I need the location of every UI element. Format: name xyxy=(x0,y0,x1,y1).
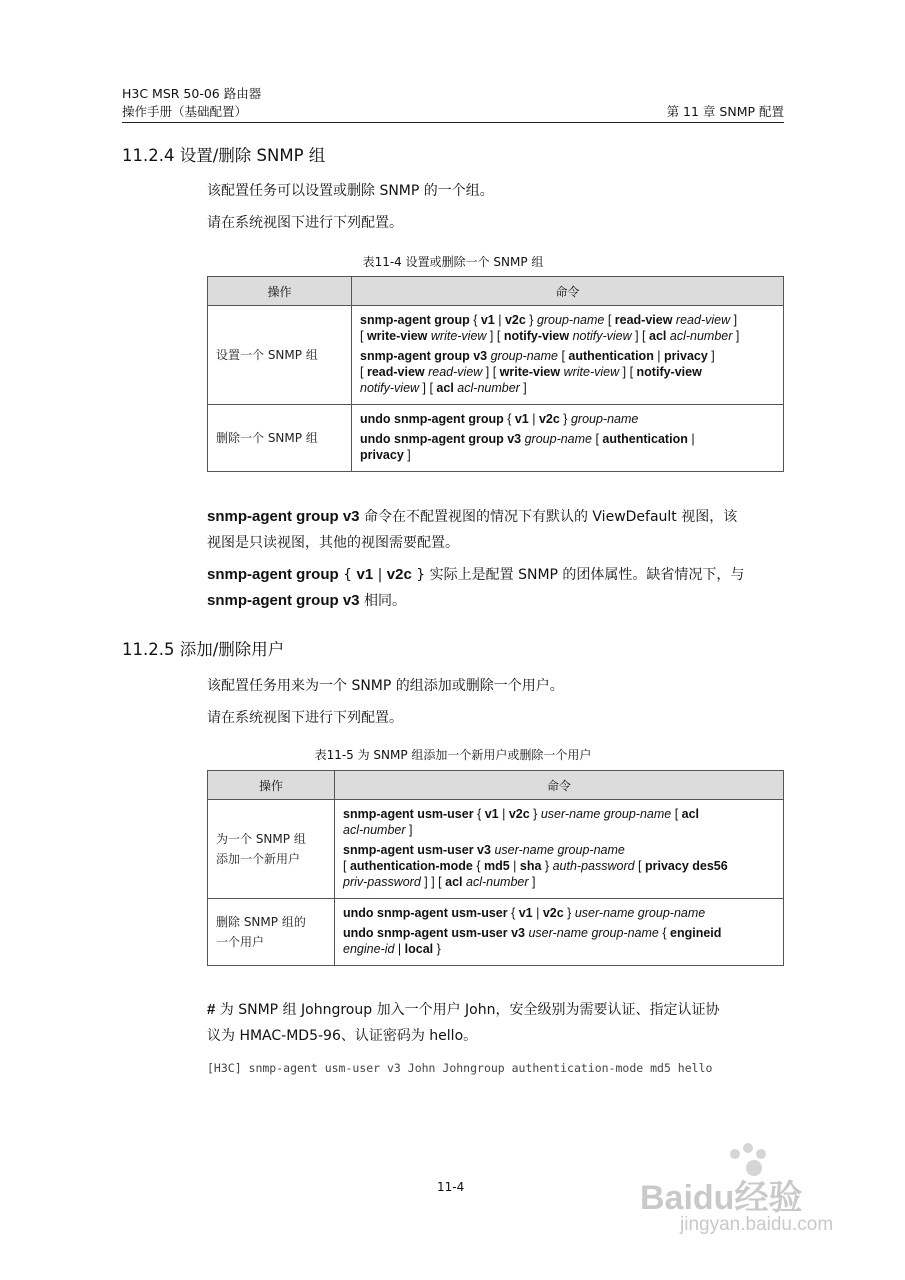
row-op-delete-group: 删除一个 SNMP 组 xyxy=(208,405,352,472)
example-description xyxy=(207,997,785,1049)
row-op-add-user-line-2: 添加一个新用户 xyxy=(216,852,301,866)
note-1-text-1: 命令在不配置视图的情况下有默认的 ViewDefault 视图，该 xyxy=(359,509,738,525)
row-op-add-user xyxy=(208,800,335,899)
example-hash: # xyxy=(207,1001,216,1018)
row-cmd-set-group: snmp-agent group { v1 | v2c } group-name [ read-view read-view ] [ write-view write-view ] [ notify-view notify-view ] [ acl acl-number ] snmp-agent group v3 group-name [ authentication | privacy ] [ read-view read-view ] [ write-view write-view ] [ notify-view notify-view ] [ acl acl-number ] xyxy=(352,306,784,405)
section2-intro-1: 该配置任务用来为一个 SNMP 的组添加或删除一个用户。 xyxy=(207,678,564,694)
row-cmd-delete-user: undo snmp-agent usm-user { v1 | v2c } user-name group-name undo snmp-agent usm-user v3 user-name group-name { engineid engine-id | local } xyxy=(335,899,784,966)
section2-intro-2: 请在系统视图下进行下列配置。 xyxy=(207,710,403,726)
note-2-v1: v1 xyxy=(356,566,374,583)
example-code: [H3C] snmp-agent usm-user v3 John Johngroup authentication-mode md5 hello xyxy=(207,1061,713,1075)
note-2-cmd-2: snmp-agent group v3 xyxy=(207,592,360,609)
table-11-4 xyxy=(207,276,784,472)
section1-intro-1: 该配置任务可以设置或删除 SNMP 的一个组。 xyxy=(207,183,494,199)
header-product: H3C MSR 50-06 路由器 xyxy=(122,86,262,101)
row-op-delete-user-line-2: 一个用户 xyxy=(216,935,265,949)
row-cmd-add-user: snmp-agent usm-user { v1 | v2c } user-name group-name [ acl acl-number ] snmp-agent usm-user v3 user-name group-name [ authentication-mode { md5 | sha } auth-password [ privacy des56 priv-password ] ] [ acl acl-number ] xyxy=(335,800,784,899)
note-2-text-1: 实际上是配置 SNMP 的团体属性。缺省情况下，与 xyxy=(425,567,745,583)
note-2-cmd-a: snmp-agent group xyxy=(207,566,339,583)
note-1-cmd: snmp-agent group v3 xyxy=(207,508,360,525)
row-op-delete-user-line-1: 删除 SNMP 组的 xyxy=(216,915,306,929)
section-title-11-2-4: 11.2.4 设置/删除 SNMP 组 xyxy=(122,146,326,165)
note-2-brace-open: { xyxy=(338,567,357,583)
table-header-cmd: 命令 xyxy=(335,771,784,800)
header-chapter: 第 11 章 SNMP 配置 xyxy=(666,104,784,119)
header-manual: 操作手册（基础配置） xyxy=(122,104,248,119)
row-op-set-group: 设置一个 SNMP 组 xyxy=(208,306,352,405)
example-line-2: 议为 HMAC-MD5-96、认证密码为 hello。 xyxy=(207,1028,478,1044)
note-1-text-2: 视图是只读视图，其他的视图需要配置。 xyxy=(207,535,459,551)
row-op-add-user-line-1: 为一个 SNMP 组 xyxy=(216,832,306,846)
note-2-brace-close: } xyxy=(411,567,426,583)
watermark-brand: Baidu经验 xyxy=(640,1179,803,1217)
row-op-delete-user xyxy=(208,899,335,966)
note-2-v2c: v2c xyxy=(386,566,412,583)
example-line-1: 为 SNMP 组 Johngroup 加入一个用户 John，安全级别为需要认证、指定认证协 xyxy=(215,1002,720,1018)
note-2-text-2: 相同。 xyxy=(359,593,406,609)
row-cmd-delete-group: undo snmp-agent group { v1 | v2c } group-name undo snmp-agent group v3 group-name [ authentication | privacy ] xyxy=(352,405,784,472)
section1-intro-2: 请在系统视图下进行下列配置。 xyxy=(207,215,403,231)
table-11-4-caption: 表11-4 设置或删除一个 SNMP 组 xyxy=(362,255,544,269)
watermark-url: jingyan.baidu.com xyxy=(680,1214,834,1235)
header-rule xyxy=(122,122,784,123)
note-1 xyxy=(207,504,785,556)
page-number: 11-4 xyxy=(437,1180,465,1194)
table-header-cmd: 命令 xyxy=(352,277,784,306)
table-11-5 xyxy=(207,770,784,966)
note-2-pipe: | xyxy=(373,567,387,583)
section-title-11-2-5: 11.2.5 添加/删除用户 xyxy=(122,640,285,659)
table-header-op: 操作 xyxy=(208,771,335,800)
note-2 xyxy=(207,562,785,614)
table-11-5-caption: 表11-5 为 SNMP 组添加一个新用户或删除一个用户 xyxy=(314,748,592,762)
table-header-op: 操作 xyxy=(208,277,352,306)
